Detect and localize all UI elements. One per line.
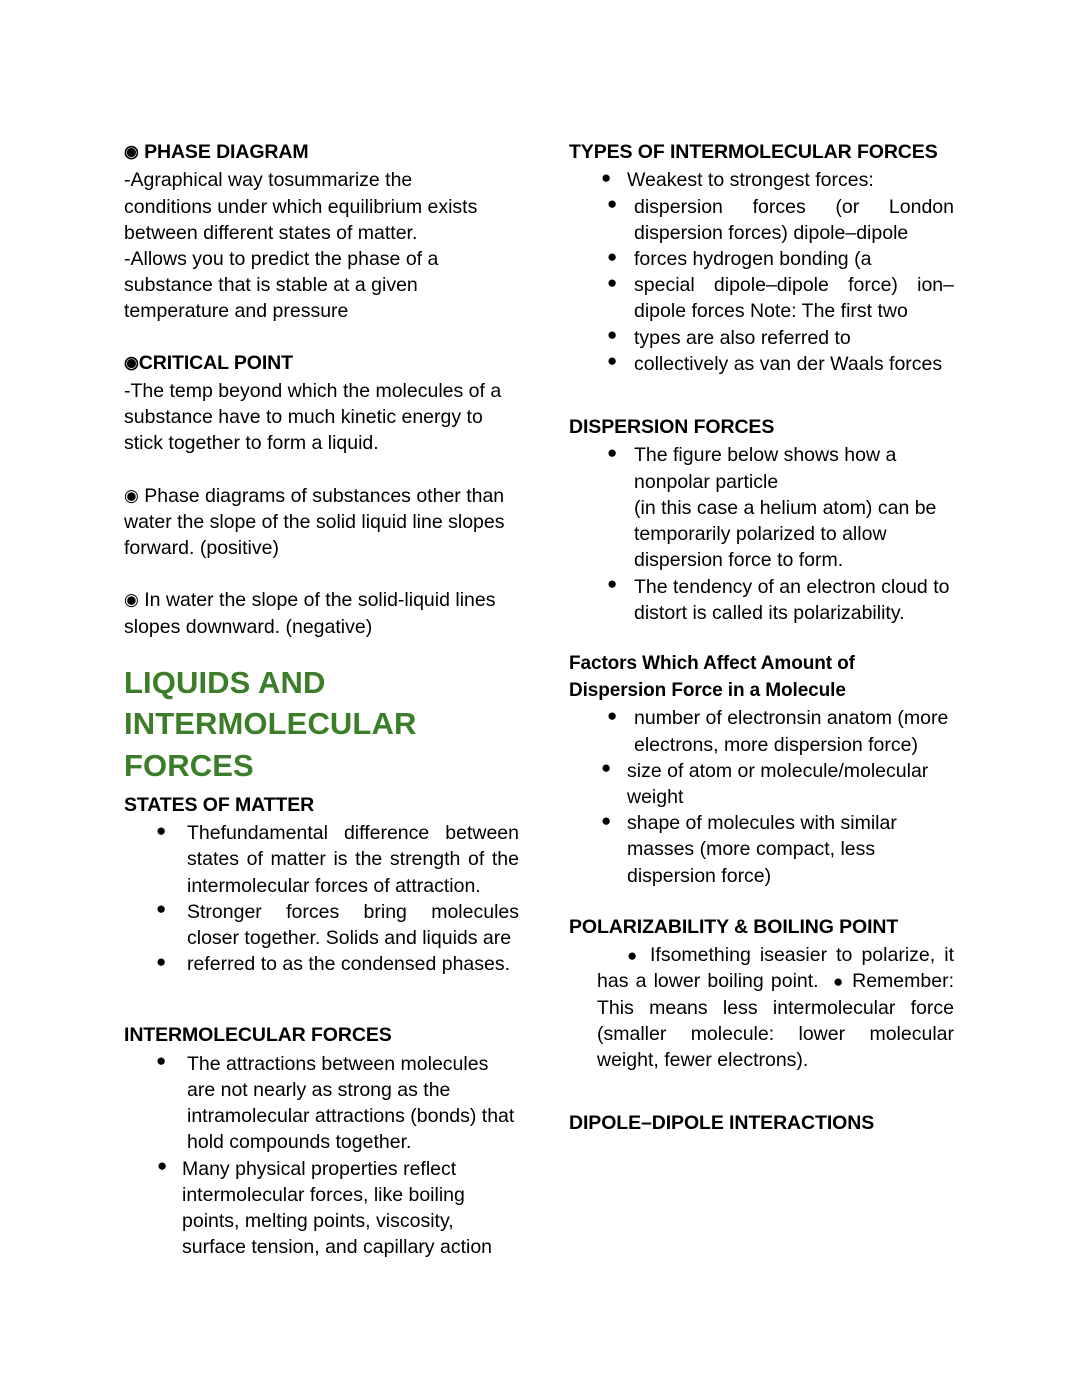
phase-diagram-line-6: temperature and pressure	[124, 300, 349, 323]
intermolecular-forces-heading: INTERMOLECULAR FORCES	[124, 1024, 392, 1047]
list-item: ● shape of molecules with similar masses (more compact, less dispersion force)	[569, 810, 954, 889]
list-item: ● forces hydrogen bonding (a	[569, 246, 954, 272]
bullet-icon: ●	[832, 972, 845, 992]
note-water	[124, 587, 519, 639]
spacer	[569, 1073, 954, 1111]
list-item-line: (in this case a helium atom) can be	[634, 496, 937, 519]
phase-diagram-line-3: between different states of matter.	[124, 221, 418, 244]
spacer	[124, 977, 519, 1023]
list-item: ● dispersion forces (or London dispersion forces) dipole–dipole	[569, 194, 954, 246]
note-other-substances	[124, 483, 519, 562]
spacer	[569, 889, 954, 915]
types-of-imf-heading: TYPES OF INTERMOLECULAR FORCES	[569, 141, 938, 163]
list-item: ● Many physical properties reflect intermolecular forces, like boiling points, melting points, viscosity, surface tension, and capillary action	[124, 1156, 519, 1261]
note-other-substances-text: Phase diagrams of substances other than water the slope of the solid liquid line slopes forward. (positive)	[124, 484, 505, 560]
phase-diagram-line-2: conditions under which equilibrium exists	[124, 195, 478, 218]
list-item: ● The attractions between molecules are not nearly as strong as the intramolecular attractions (bonds) that hold compounds together.	[124, 1051, 519, 1156]
list-item: ● Weakest to strongest forces:	[569, 167, 954, 193]
critical-point-body: -The temp beyond which the molecules of a substance have to much kinetic energy to stick together to form a liquid.	[124, 380, 502, 455]
two-column-layout	[124, 140, 972, 1261]
phase-diagram-heading-text: PHASE DIAGRAM	[144, 141, 309, 163]
polarizability-part-2: Remember: This means less intermolecular force (smaller molecule: lower molecular weight, fewer electrons).	[597, 970, 954, 1072]
states-of-matter-list	[124, 820, 519, 977]
list-item: ● special dipole–dipole force) ion– dipole forces Note: The first two	[569, 272, 954, 324]
list-item	[569, 442, 954, 573]
spacer	[124, 325, 519, 351]
phase-diagram-line-4: -Allows you to predict the phase of a	[124, 248, 439, 270]
list-item-line: temporarily polarized to allow	[634, 523, 887, 546]
list-item: ● number of electronsin anatom (more electrons, more dispersion force)	[569, 705, 954, 757]
dipole-dipole-heading: DIPOLE–DIPOLE INTERACTIONS	[569, 1112, 875, 1135]
list-item: ● Thefundamental difference between states of matter is the strength of the intermolecular forces of attraction.	[124, 820, 519, 899]
states-of-matter-heading: STATES OF MATTER	[124, 793, 315, 816]
phase-diagram-line-5: substance that is stable at a given	[124, 274, 418, 297]
spacer	[569, 377, 954, 415]
phase-diagram-heading	[124, 140, 519, 165]
list-item: ● referred to as the condensed phases.	[124, 951, 519, 977]
bullet-icon: ●	[627, 946, 641, 966]
list-item-line: ● The figure below shows how a	[634, 444, 897, 467]
phase-diagram-line-1: -Agraphical way tosummarize the	[124, 169, 413, 192]
list-item: ● types are also referred to	[569, 325, 954, 351]
green-section-title: LIQUIDS AND INTERMOLECULAR FORCES	[124, 664, 417, 784]
spacer	[124, 561, 519, 587]
dispersion-forces-heading: DISPERSION FORCES	[569, 416, 775, 439]
polarizability-heading: POLARIZABILITY & BOILING POINT	[569, 915, 899, 938]
factors-heading-line-1: Factors Which Affect Amount of	[569, 652, 855, 674]
types-of-imf-list	[569, 167, 954, 377]
intermolecular-forces-list	[124, 1051, 519, 1261]
fisheye-icon: ◉	[124, 485, 139, 505]
fisheye-icon: ◉	[124, 142, 139, 161]
dispersion-forces-list	[569, 442, 954, 626]
spacer	[569, 626, 954, 652]
factors-heading-line-2: Dispersion Force in a Molecule	[569, 679, 846, 701]
polarizability-paragraph	[569, 942, 954, 1073]
list-item-line: dispersion force to form.	[634, 549, 844, 572]
note-water-text: In water the slope of the solid-liquid lines slopes downward. (negative)	[124, 589, 496, 638]
factors-list	[569, 705, 954, 889]
spacer	[124, 457, 519, 483]
list-item: ● The tendency of an electron cloud to distort is called its polarizability.	[569, 574, 954, 626]
list-item-line: nonpolar particle	[634, 470, 779, 493]
list-item: ● Stronger forces bring molecules closer together. Solids and liquids are	[124, 899, 519, 951]
right-column	[569, 140, 954, 1139]
critical-point-heading-text: CRITICAL POINT	[138, 351, 293, 374]
left-column	[124, 140, 519, 1261]
list-item: ● size of atom or molecule/molecular weight	[569, 758, 954, 810]
critical-point-heading	[124, 351, 519, 376]
fisheye-icon: ◉	[124, 352, 139, 372]
polarizability-part-1: Ifsomething iseasier to polarize, it has a lower boiling point.	[597, 944, 954, 993]
list-item: ● collectively as van der Waals forces	[569, 351, 954, 377]
fisheye-icon: ◉	[124, 590, 139, 610]
